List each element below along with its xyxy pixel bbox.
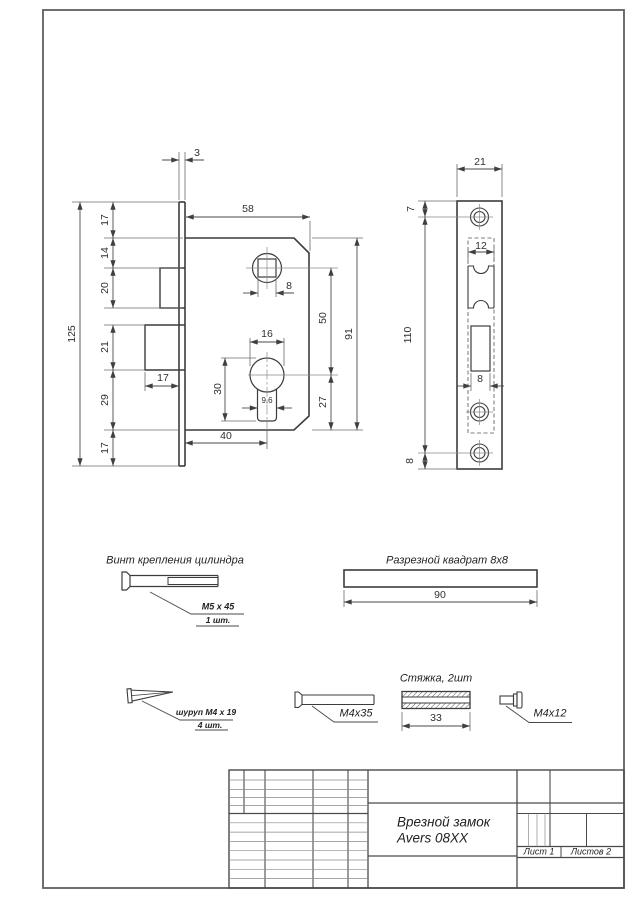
dim-centers: 50 xyxy=(316,312,329,324)
faceplate-view xyxy=(418,164,504,469)
dim-bolt-cut-width: 8 xyxy=(477,372,483,385)
title-block-sheet: Лист 1 xyxy=(523,846,555,857)
dim-bolt-throw: 17 xyxy=(157,371,169,384)
dim-cylinder-to-bottom: 27 xyxy=(316,396,329,408)
title-block-name-line1: Врезной замок xyxy=(397,814,491,830)
dim-faceplate-width: 21 xyxy=(474,155,486,168)
wood-screw-qty: 4 шт. xyxy=(197,719,223,730)
dim-cylinder-width: 16 xyxy=(261,327,273,340)
dim-cylinder-stem: 9,6 xyxy=(261,396,273,405)
dim-body-height: 91 xyxy=(342,328,355,340)
screw-hole-top xyxy=(418,204,493,230)
title-block-name-line2: Avers 08XX xyxy=(397,830,469,846)
dim-faceplate-thickness: 3 xyxy=(194,146,200,159)
dim-spindle-square: 8 xyxy=(286,279,292,292)
dim-holes-span: 110 xyxy=(401,326,414,344)
dim-backset: 40 xyxy=(220,429,232,442)
wood-screw-drawing xyxy=(127,685,174,703)
square-bar-title: Разрезной квадрат 8x8 xyxy=(386,554,508,567)
dim-chain-s1: 17 xyxy=(98,214,111,226)
screw-hole-middle xyxy=(466,399,493,425)
cylinder-screw-spec: M5 x 45 xyxy=(201,601,235,612)
sleeve-title: Стяжка, 2шт xyxy=(399,672,473,685)
dim-square-bar-length: 90 xyxy=(434,588,446,601)
dim-latch-cut-width: 12 xyxy=(475,239,487,252)
dim-chain-s5: 29 xyxy=(98,394,111,406)
dim-chain-s4: 21 xyxy=(98,341,111,353)
dim-top-hole-offset: 7 xyxy=(404,206,417,212)
m4x12-spec: M4x12 xyxy=(533,707,567,720)
side-view xyxy=(72,152,363,466)
cylinder-screw-title: Винт крепления цилиндра xyxy=(106,554,244,567)
dim-body-width: 58 xyxy=(242,202,254,215)
dim-chain-s3: 20 xyxy=(98,282,111,294)
m4x35-spec: M4x35 xyxy=(339,707,373,720)
dim-chain-s6: 17 xyxy=(98,442,111,454)
dim-overall-height: 125 xyxy=(65,325,78,343)
sheet-frame xyxy=(43,10,624,888)
wood-screw-spec: шуруп М4 х 19 xyxy=(175,706,237,717)
cylinder-screw-qty: 1 шт. xyxy=(205,614,231,625)
dim-cylinder-height: 30 xyxy=(211,383,224,395)
dim-bottom-hole-offset: 8 xyxy=(403,458,416,464)
dim-chain-s2: 14 xyxy=(98,247,111,259)
title-block-sheets: Листов 2 xyxy=(570,846,612,857)
dim-sleeve-length: 33 xyxy=(430,711,442,724)
screw-hole-bottom xyxy=(418,440,493,466)
